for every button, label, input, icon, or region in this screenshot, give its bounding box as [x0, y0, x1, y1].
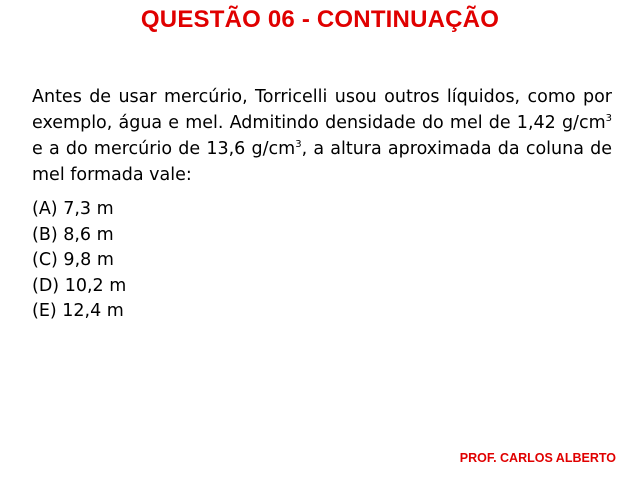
answer-options	[32, 197, 332, 325]
question-text-part-3: , a altura aproximada da coluna de mel formada vale:	[32, 138, 613, 185]
page-title: QUESTÃO 06 - CONTINUAÇÃO	[140, 6, 500, 33]
author-credit: PROF. CARLOS ALBERTO	[459, 451, 616, 465]
option-b: (B) 8,6 m	[32, 224, 114, 245]
superscript-cubed-1: 3	[605, 112, 612, 124]
question-text-part-1: Antes de usar mercúrio, Torricelli usou outros líquidos, como por exemplo, água e mel. Admitindo densidade do mel de 1,42 g/cm	[32, 86, 612, 133]
option-d: (D) 10,2 m	[32, 275, 127, 296]
option-e: (E) 12,4 m	[32, 301, 124, 321]
question-text	[32, 84, 612, 188]
option-c: (C) 9,8 m	[32, 250, 114, 270]
option-a: (A) 7,3 m	[32, 199, 114, 219]
superscript-cubed-2: 3	[295, 138, 302, 150]
question-text-part-2: e a do mercúrio de 13,6 g/cm	[32, 138, 296, 159]
